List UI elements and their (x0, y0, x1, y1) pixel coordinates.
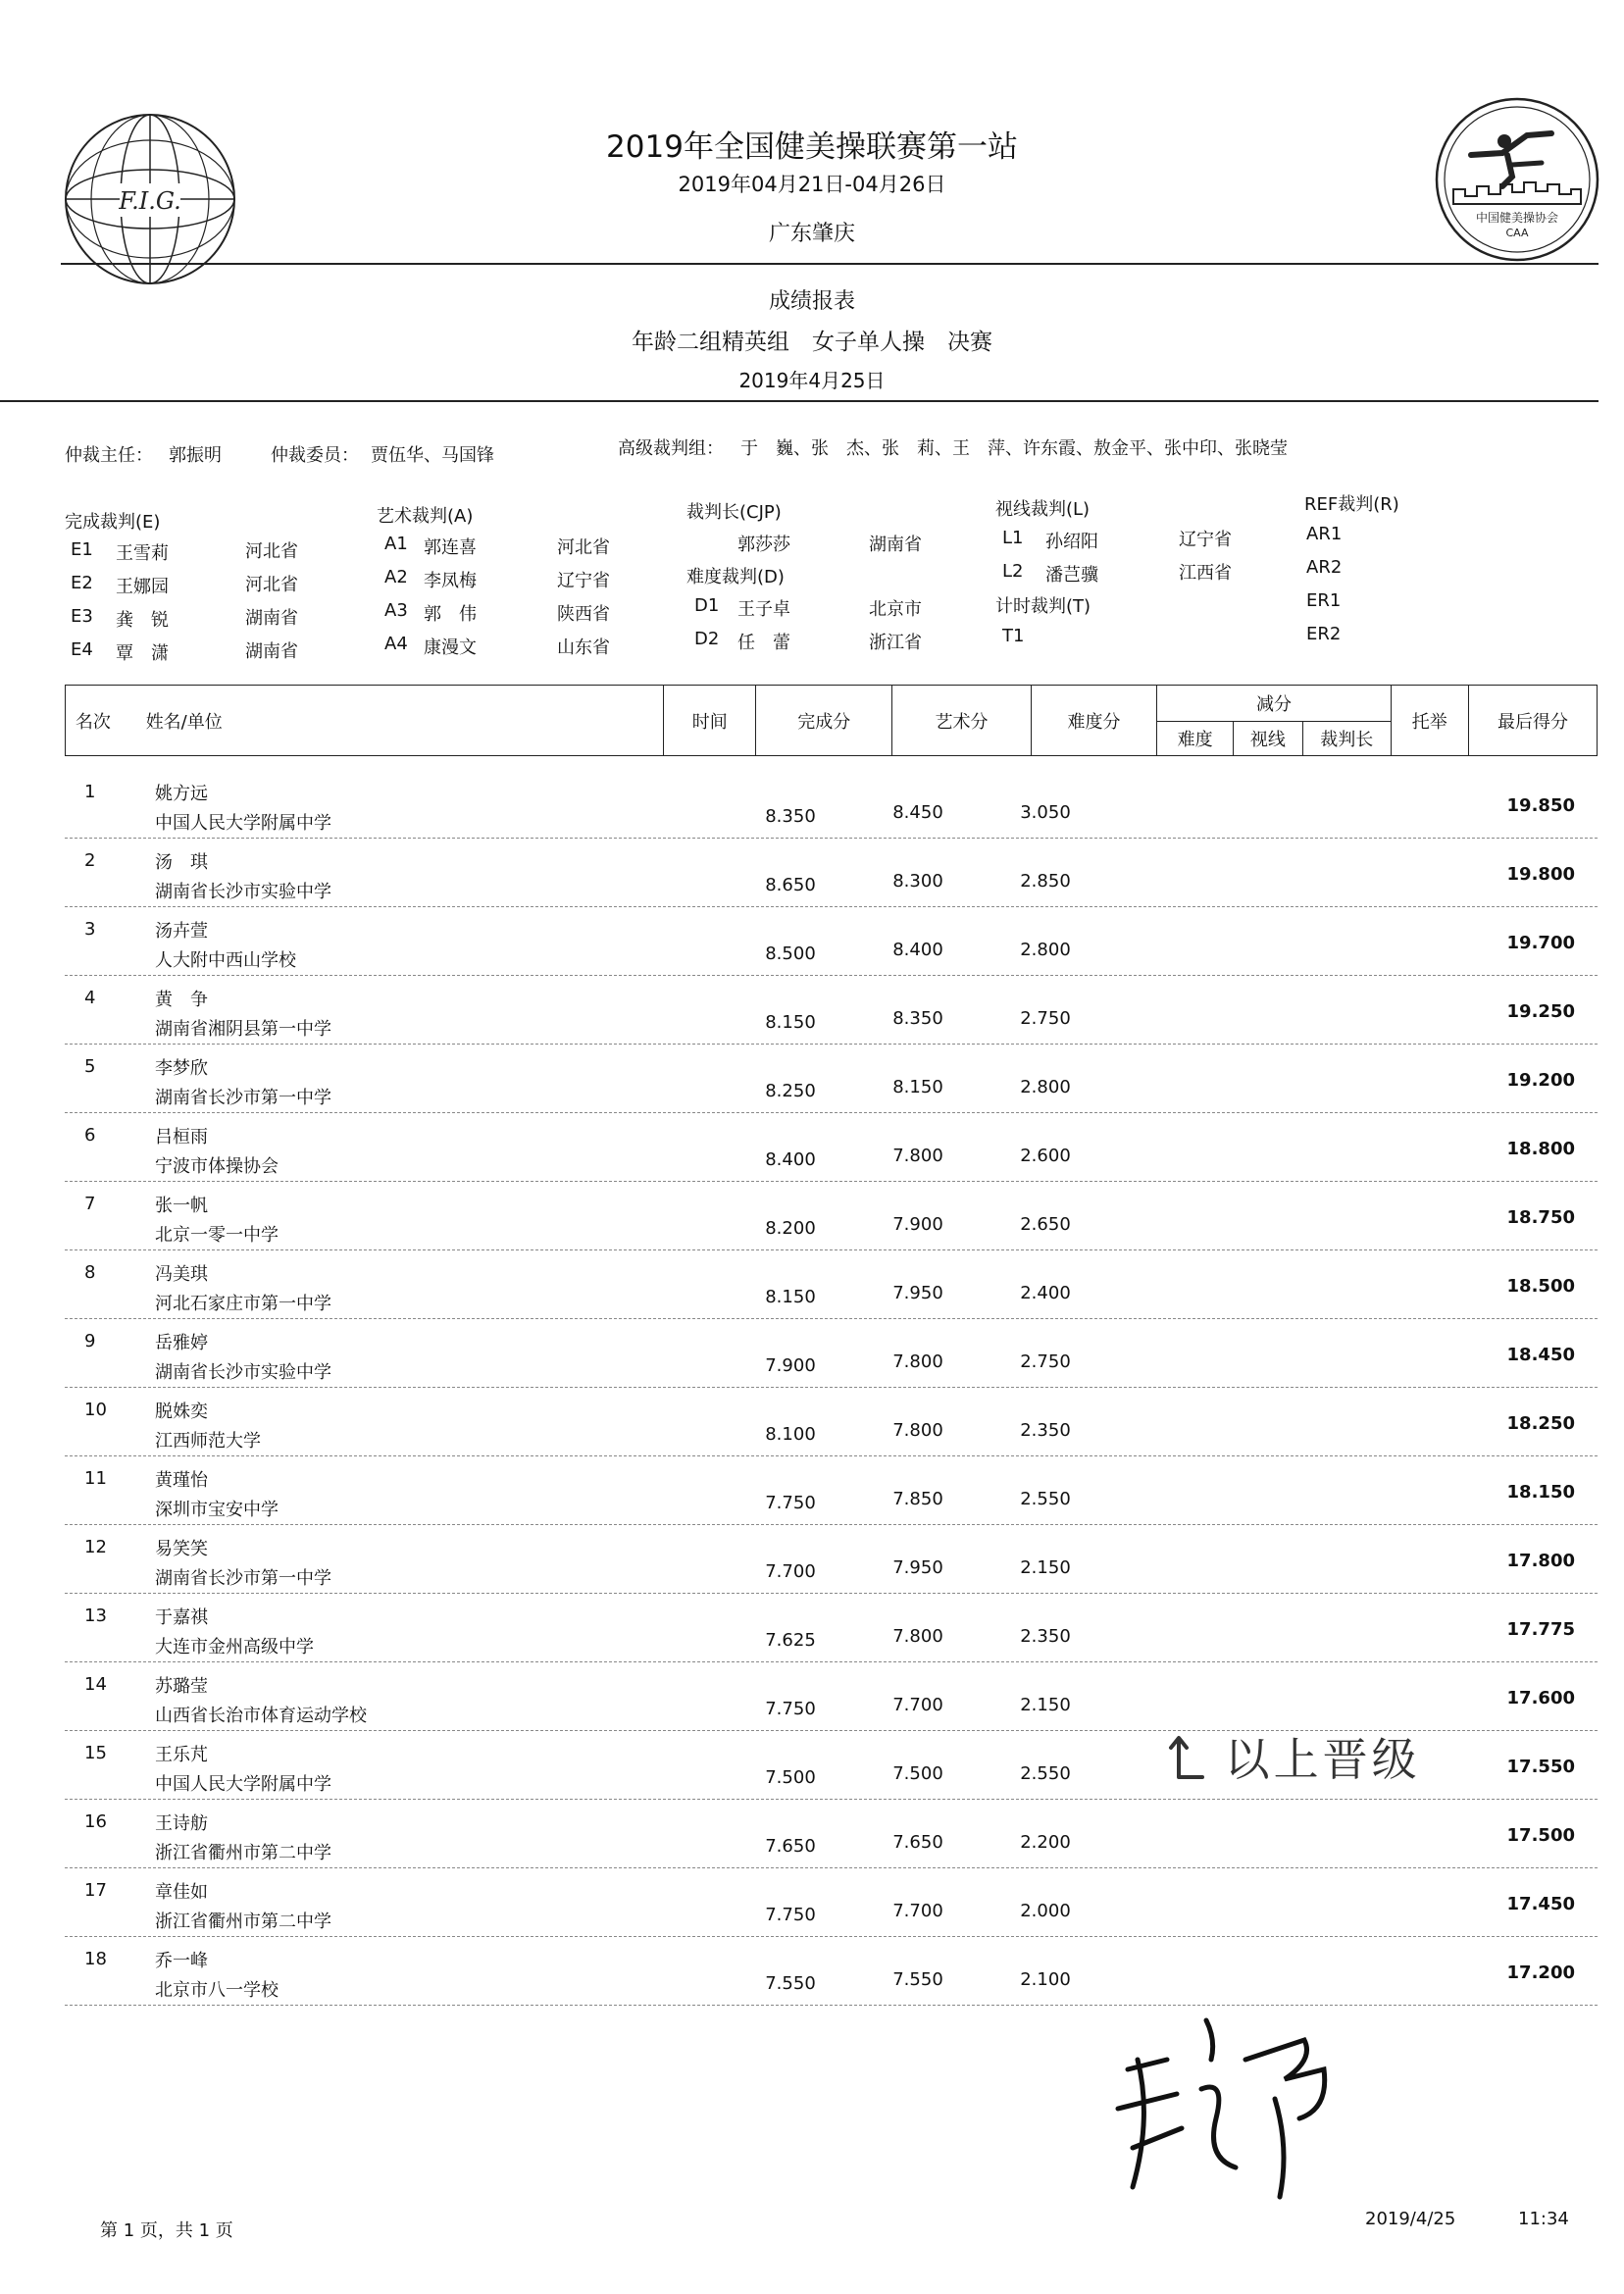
final-score: 17.775 (1506, 1619, 1575, 1640)
execution-score: 8.100 (765, 1424, 816, 1445)
difficulty-score: 2.600 (1020, 1146, 1071, 1166)
artistic-score: 7.700 (892, 1695, 943, 1715)
competition-title: 2019年全国健美操联赛第一站 (606, 129, 1018, 165)
athlete-unit: 中国人民大学附属中学 (155, 1774, 331, 1795)
difficulty-score: 2.850 (1020, 871, 1071, 892)
judge-province: 山东省 (557, 637, 610, 658)
athlete-unit: 江西师范大学 (155, 1431, 261, 1452)
difficulty-score: 2.550 (1020, 1763, 1071, 1784)
judge-province: 辽宁省 (1179, 530, 1232, 550)
judge-code: D1 (694, 595, 720, 616)
judge-name: 李凤梅 (424, 571, 477, 591)
table-row (65, 1388, 1598, 1456)
judge-province: 湖南省 (245, 641, 298, 662)
artistic-score: 8.300 (892, 871, 943, 892)
judge-code: A4 (384, 634, 408, 654)
judge-name: 任 蕾 (737, 633, 790, 653)
judge-province: 北京市 (869, 599, 922, 620)
final-score: 18.500 (1506, 1276, 1575, 1297)
senior-judges: 于 巍、张 杰、张 莉、王 萍、许东霞、敖金平、张中印、张晓莹 (740, 438, 1288, 459)
col-rank: 名次 (66, 686, 121, 756)
final-score: 19.250 (1506, 1001, 1575, 1022)
athlete-name: 张一帆 (155, 1196, 208, 1216)
svg-text:中国健美操协会: 中国健美操协会 (1475, 211, 1559, 225)
final-score: 17.450 (1506, 1894, 1575, 1914)
difficulty-score: 2.150 (1020, 1557, 1071, 1578)
report-type: 成绩报表 (768, 289, 855, 314)
athlete-name: 汤卉萱 (155, 921, 208, 942)
judge-province: 河北省 (245, 541, 298, 562)
athlete-unit: 山西省长治市体育运动学校 (155, 1706, 367, 1726)
judge-name: 康漫文 (424, 637, 477, 658)
artistic-score: 7.650 (892, 1832, 943, 1853)
time-panel-label: 计时裁判(T) (995, 596, 1091, 617)
col-artistic: 艺术分 (892, 686, 1031, 756)
athlete-unit: 深圳市宝安中学 (155, 1500, 279, 1520)
athlete-name: 脱姝奕 (155, 1402, 208, 1422)
col-difficulty: 难度分 (1031, 686, 1157, 756)
cjp-name: 郭莎莎 (737, 535, 790, 555)
athlete-unit: 湖南省长沙市第一中学 (155, 1088, 331, 1108)
results-body (65, 770, 1598, 2006)
up-arrow-icon (1167, 1734, 1206, 1781)
judge-name: 王雪莉 (116, 543, 169, 564)
athlete-name: 岳雅婷 (155, 1333, 208, 1353)
execution-score: 7.750 (765, 1699, 816, 1719)
athlete-name: 王乐芃 (155, 1745, 208, 1765)
table-row (65, 1868, 1598, 1937)
athlete-name: 于嘉祺 (155, 1607, 208, 1628)
table-row (65, 1182, 1598, 1250)
jury-president: 郭振明 (169, 445, 222, 466)
judge-province: 江西省 (1179, 563, 1232, 584)
judge-name: 郭 伟 (424, 604, 477, 625)
table-row (65, 1662, 1598, 1731)
rank: 2 (84, 850, 96, 871)
difficulty-score: 2.000 (1020, 1901, 1071, 1921)
athlete-unit: 湖南省长沙市第一中学 (155, 1568, 331, 1589)
rank: 17 (84, 1880, 107, 1901)
athlete-name: 汤 琪 (155, 852, 208, 873)
judge-code: L2 (1002, 561, 1024, 582)
table-row (65, 1319, 1598, 1388)
promotion-text: 以上晋级 (1224, 1733, 1421, 1786)
table-row (65, 770, 1598, 839)
page-indicator: 第 1 页，共 1 页 (100, 2220, 233, 2241)
athlete-name: 苏璐莹 (155, 1676, 208, 1697)
final-score: 18.450 (1506, 1345, 1575, 1365)
athlete-unit: 湖南省湘阴县第一中学 (155, 1019, 331, 1040)
athlete-name: 李梦欣 (155, 1058, 208, 1079)
rank: 5 (84, 1056, 96, 1077)
table-row (65, 1045, 1598, 1113)
execution-score: 8.200 (765, 1218, 816, 1239)
rank: 8 (84, 1262, 96, 1283)
senior-judges-label: 高级裁判组： (618, 438, 724, 459)
artistic-score: 7.700 (892, 1901, 943, 1921)
judge-province: 辽宁省 (557, 571, 610, 591)
athlete-name: 易笑笑 (155, 1539, 208, 1559)
table-row (65, 976, 1598, 1045)
final-score: 18.250 (1506, 1413, 1575, 1434)
rank: 4 (84, 988, 96, 1008)
athlete-unit: 大连市金州高级中学 (155, 1637, 314, 1657)
table-row (65, 1525, 1598, 1594)
execution-score: 7.625 (765, 1630, 816, 1651)
svg-text:CAA: CAA (1505, 227, 1529, 239)
execution-score: 8.500 (765, 943, 816, 964)
judge-code: E4 (71, 639, 93, 660)
final-score: 17.200 (1506, 1963, 1575, 1983)
execution-panel-label: 完成裁判(E) (65, 512, 161, 533)
judge-name: 孙绍阳 (1045, 532, 1098, 552)
execution-score: 8.400 (765, 1149, 816, 1170)
col-name: 姓名/单位 (121, 686, 664, 756)
difficulty-score: 2.800 (1020, 940, 1071, 960)
col-final: 最后得分 (1468, 686, 1597, 756)
judge-name: 潘芑骥 (1045, 565, 1098, 586)
athlete-name: 乔一峰 (155, 1951, 208, 1971)
final-score: 17.500 (1506, 1825, 1575, 1846)
rank: 14 (84, 1674, 107, 1695)
execution-score: 8.250 (765, 1081, 816, 1101)
judge-code: E1 (71, 539, 93, 560)
line-panel-label: 视线裁判(L) (995, 499, 1091, 520)
difficulty-score: 2.400 (1020, 1283, 1071, 1303)
artistic-score: 7.950 (892, 1557, 943, 1578)
header-divider (61, 263, 1599, 265)
rank: 12 (84, 1537, 107, 1557)
difficulty-panel-label: 难度裁判(D) (686, 567, 785, 587)
difficulty-score: 2.150 (1020, 1695, 1071, 1715)
artistic-score: 7.800 (892, 1420, 943, 1441)
judge-name: 王娜园 (116, 577, 169, 597)
table-row (65, 1800, 1598, 1868)
artistic-score: 8.400 (892, 940, 943, 960)
judge-code: D2 (694, 629, 720, 649)
athlete-unit: 中国人民大学附属中学 (155, 813, 331, 834)
print-date: 2019/4/25 (1365, 2209, 1456, 2229)
svg-text:F.I.G.: F.I.G. (119, 187, 181, 215)
execution-score: 7.750 (765, 1493, 816, 1513)
execution-score: 7.750 (765, 1905, 816, 1925)
col-execution: 完成分 (756, 686, 892, 756)
competition-location: 广东肇庆 (768, 222, 855, 246)
judge-name: 王子卓 (737, 599, 790, 620)
artistic-score: 7.950 (892, 1283, 943, 1303)
difficulty-score: 2.350 (1020, 1420, 1071, 1441)
final-score: 18.800 (1506, 1139, 1575, 1159)
artistic-score: 7.800 (892, 1626, 943, 1647)
final-score: 18.750 (1506, 1207, 1575, 1228)
rank: 3 (84, 919, 96, 940)
final-score: 19.850 (1506, 795, 1575, 816)
athlete-unit: 浙江省衢州市第二中学 (155, 1843, 331, 1863)
judge-code: E2 (71, 573, 93, 593)
athlete-name: 姚方远 (155, 784, 208, 804)
final-score: 19.200 (1506, 1070, 1575, 1091)
judge-code: A2 (384, 567, 408, 587)
judge-name: 郭连喜 (424, 537, 477, 558)
ref-code: AR1 (1306, 524, 1343, 544)
difficulty-score: 2.100 (1020, 1969, 1071, 1990)
rank: 6 (84, 1125, 96, 1146)
jury-president-label: 仲裁主任： (65, 445, 153, 466)
final-score: 17.600 (1506, 1688, 1575, 1708)
col-ded-cjp: 裁判长 (1302, 722, 1391, 756)
athlete-name: 吕桓雨 (155, 1127, 208, 1147)
table-row (65, 1113, 1598, 1182)
cjp-province: 湖南省 (869, 535, 922, 555)
table-row (65, 907, 1598, 976)
artistic-score: 7.800 (892, 1351, 943, 1372)
rank: 7 (84, 1194, 96, 1214)
rank: 15 (84, 1743, 107, 1763)
athlete-name: 冯美琪 (155, 1264, 208, 1285)
judge-province: 陕西省 (557, 604, 610, 625)
rank: 11 (84, 1468, 107, 1489)
artistic-score: 7.500 (892, 1763, 943, 1784)
judge-name: 龚 锐 (116, 610, 169, 631)
execution-score: 8.150 (765, 1012, 816, 1033)
col-deductions: 减分 (1157, 686, 1391, 722)
judge-province: 湖南省 (245, 608, 298, 629)
execution-score: 8.350 (765, 806, 816, 827)
execution-score: 7.500 (765, 1767, 816, 1788)
ref-code: AR2 (1306, 557, 1343, 578)
rank: 10 (84, 1400, 107, 1420)
final-score: 18.150 (1506, 1482, 1575, 1503)
final-score: 17.550 (1506, 1757, 1575, 1777)
judge-province: 河北省 (245, 575, 298, 595)
difficulty-score: 3.050 (1020, 802, 1071, 823)
competition-dates: 2019年04月21日-04月26日 (678, 173, 946, 196)
artistic-score: 7.900 (892, 1214, 943, 1235)
execution-score: 8.150 (765, 1287, 816, 1307)
artistic-score: 8.150 (892, 1077, 943, 1097)
ref-panel-label: REF裁判(R) (1304, 494, 1399, 515)
table-row (65, 1456, 1598, 1525)
judge-code: A3 (384, 600, 408, 621)
difficulty-score: 2.350 (1020, 1626, 1071, 1647)
col-lift: 托举 (1391, 686, 1468, 756)
final-score: 19.700 (1506, 933, 1575, 953)
rank: 13 (84, 1606, 107, 1626)
judge-code: A1 (384, 534, 408, 554)
artistic-panel-label: 艺术裁判(A) (377, 506, 474, 527)
athlete-unit: 河北石家庄市第一中学 (155, 1294, 331, 1314)
artistic-score: 7.800 (892, 1146, 943, 1166)
rank: 9 (84, 1331, 96, 1351)
col-time: 时间 (664, 686, 756, 756)
judge-code: E3 (71, 606, 93, 627)
execution-score: 7.550 (765, 1973, 816, 1994)
athlete-unit: 湖南省长沙市实验中学 (155, 882, 331, 902)
execution-score: 7.700 (765, 1561, 816, 1582)
report-date: 2019年4月25日 (738, 369, 886, 392)
difficulty-score: 2.650 (1020, 1214, 1071, 1235)
rank: 1 (84, 782, 96, 802)
table-row (65, 1250, 1598, 1319)
execution-score: 8.650 (765, 875, 816, 895)
difficulty-score: 2.800 (1020, 1077, 1071, 1097)
rank: 18 (84, 1949, 107, 1969)
athlete-unit: 北京一零一中学 (155, 1225, 279, 1246)
ref-code: ER1 (1306, 590, 1342, 611)
judge-province: 浙江省 (869, 633, 922, 653)
execution-score: 7.650 (765, 1836, 816, 1857)
cjp-panel-label: 裁判长(CJP) (686, 502, 782, 523)
difficulty-score: 2.200 (1020, 1832, 1071, 1853)
jury-members: 贾伍华、马国锋 (371, 445, 494, 466)
athlete-name: 章佳如 (155, 1882, 208, 1903)
report-category: 年龄二组精英组 女子单人操 决赛 (632, 330, 992, 355)
rank: 16 (84, 1811, 107, 1832)
final-score: 17.800 (1506, 1551, 1575, 1571)
promotion-annotation (1167, 1724, 1421, 1789)
judge-name: 覃 潇 (116, 643, 169, 664)
time-judge-code: T1 (1002, 626, 1025, 646)
athlete-unit: 人大附中西山学校 (155, 950, 296, 971)
col-ded-line: 视线 (1233, 722, 1302, 756)
artistic-score: 8.450 (892, 802, 943, 823)
athlete-unit: 北京市八一学校 (155, 1980, 279, 2001)
results-table-header (65, 685, 1598, 756)
table-row (65, 1594, 1598, 1662)
athlete-unit: 湖南省长沙市实验中学 (155, 1362, 331, 1383)
table-row (65, 1937, 1598, 2006)
athlete-name: 黄 争 (155, 990, 208, 1010)
table-row (65, 839, 1598, 907)
athlete-name: 黄瑾怡 (155, 1470, 208, 1491)
jury-members-label: 仲裁委员： (271, 445, 359, 466)
report-divider (0, 400, 1599, 402)
difficulty-score: 2.750 (1020, 1008, 1071, 1029)
difficulty-score: 2.550 (1020, 1489, 1071, 1509)
final-score: 19.800 (1506, 864, 1575, 885)
athlete-unit: 浙江省衢州市第二中学 (155, 1912, 331, 1932)
judge-province: 河北省 (557, 537, 610, 558)
judge-code: L1 (1002, 528, 1024, 548)
signature (1108, 2001, 1344, 2207)
col-ded-difficulty: 难度 (1157, 722, 1233, 756)
artistic-score: 7.550 (892, 1969, 943, 1990)
athlete-name: 王诗舫 (155, 1813, 208, 1834)
athlete-unit: 宁波市体操协会 (155, 1156, 279, 1177)
difficulty-score: 2.750 (1020, 1351, 1071, 1372)
ref-code: ER2 (1306, 624, 1342, 644)
artistic-score: 8.350 (892, 1008, 943, 1029)
print-time: 11:34 (1518, 2209, 1569, 2229)
artistic-score: 7.850 (892, 1489, 943, 1509)
execution-score: 7.900 (765, 1355, 816, 1376)
